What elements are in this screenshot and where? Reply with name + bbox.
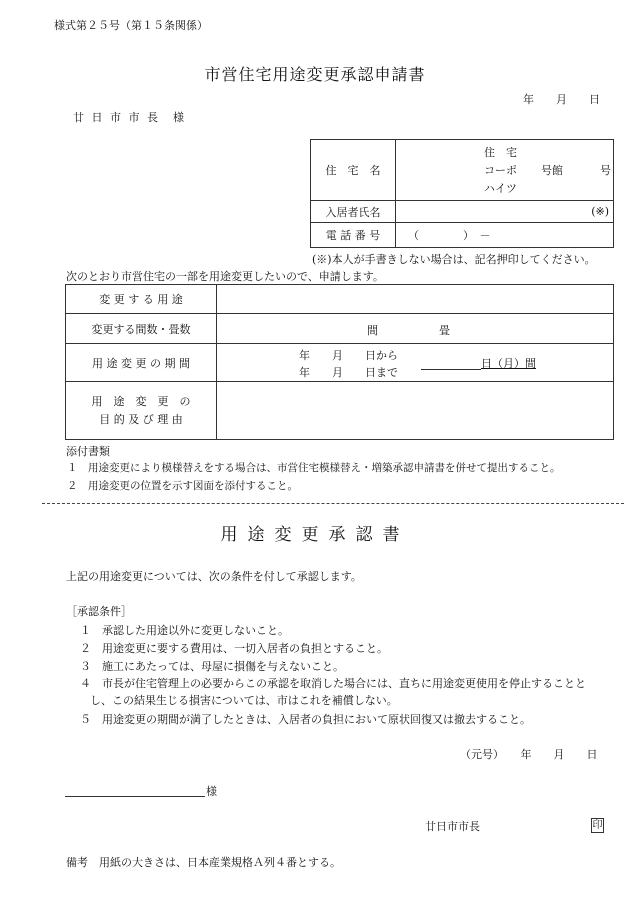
- housing-type-corpo: コーポ: [484, 164, 517, 177]
- seal-box: 印: [592, 820, 603, 831]
- seal-mark: (※): [591, 204, 609, 218]
- issuer: 廿日市市長: [425, 820, 480, 833]
- attachments-title: 添付書類: [66, 445, 110, 458]
- purpose-field[interactable]: [217, 285, 614, 314]
- phone-label: 電 話 番 号: [311, 223, 396, 248]
- housing-name-label: 住 宅 名: [311, 140, 396, 201]
- period-label: 用 途 変 更 の 期 間: [66, 344, 217, 382]
- condition-item-1: １ 承認した用途以外に変更しないこと。: [80, 624, 289, 637]
- reason-label-line1: 用 途 変 更 の: [91, 394, 191, 408]
- rooms-unit-jo: 畳: [439, 323, 450, 337]
- approval-title: 用途変更承認書: [220, 525, 410, 545]
- phone-format: （ ） －: [408, 229, 491, 242]
- reason-field[interactable]: [217, 382, 614, 440]
- attachment-item-2: ２ 用途変更の位置を示す図面を添付すること。: [67, 480, 298, 492]
- recipient-suffix: 様: [206, 785, 217, 798]
- reason-label-line2: 目 的 及 び 理 由: [99, 412, 183, 426]
- resident-name-label: 入居者氏名: [311, 201, 396, 223]
- period-from: 年 月 日から: [299, 348, 398, 362]
- approval-intro: 上記の用途変更については、次の条件を付して承認します。: [66, 570, 362, 583]
- conditions-title: ［承認条件］: [66, 605, 132, 618]
- period-field[interactable]: [217, 344, 614, 382]
- rooms-unit-ma: 間: [367, 323, 378, 337]
- condition-item-3: ３ 施工にあたっては、母屋に損傷を与えないこと。: [80, 660, 344, 673]
- period-to: 年 月 日まで: [299, 365, 398, 379]
- condition-item-4: ４ 市長が住宅管理上の必要からこの承認を取消した場合には、直ちに用途変更使用を停止することと: [80, 677, 586, 690]
- housing-type-jutaku: 住 宅: [484, 146, 517, 159]
- period-days: 日（月）間: [481, 356, 536, 370]
- rooms-label: 変更する間数・畳数: [66, 314, 217, 344]
- handwriting-note: (※)本人が手書きしない場合は、記名押印してください。: [312, 253, 596, 266]
- remark: 備考 用紙の大きさは、日本産業規格Ａ列４番とする。: [66, 856, 341, 869]
- form-number: 様式第２５号（第１５条関係）: [54, 19, 208, 32]
- housing-type-heights: ハイツ: [484, 182, 517, 195]
- application-intro: 次のとおり市営住宅の一部を用途変更したいので、申請します。: [66, 270, 384, 283]
- reason-label: [66, 382, 217, 440]
- applicant-table: [310, 139, 614, 248]
- application-date: 年 月 日: [523, 93, 600, 106]
- application-title: 市営住宅用途変更承認申請書: [204, 65, 426, 84]
- change-details-table: [65, 284, 614, 440]
- rooms-field[interactable]: [217, 314, 614, 344]
- purpose-label: 変 更 す る 用 途: [66, 285, 217, 314]
- phone-field[interactable]: [396, 223, 614, 248]
- condition-item-4-cont: し、この結果生じる損害については、市はこれを補償しない。: [90, 694, 398, 707]
- room-label: 号: [600, 164, 611, 177]
- attachment-item-1: １ 用途変更により模様替えをする場合は、市営住宅模様替え・増築承認申請書を併せて提出すること。: [67, 462, 561, 474]
- condition-item-2: ２ 用途変更に要する費用は、一切入居者の負担とすること。: [80, 642, 388, 655]
- condition-item-5: ５ 用途変更の期間が満了したときは、入居者の負担において原状回復又は撤去すること。: [80, 713, 531, 726]
- housing-name-field[interactable]: [396, 140, 614, 201]
- resident-name-field[interactable]: [396, 201, 614, 223]
- recipient-line[interactable]: [65, 796, 205, 797]
- cut-line: [42, 503, 624, 504]
- approval-date: （元号） 年 月 日: [460, 748, 598, 761]
- building-label: 号館: [541, 164, 563, 177]
- addressee: 廿 日 市 市 長 様: [73, 111, 186, 124]
